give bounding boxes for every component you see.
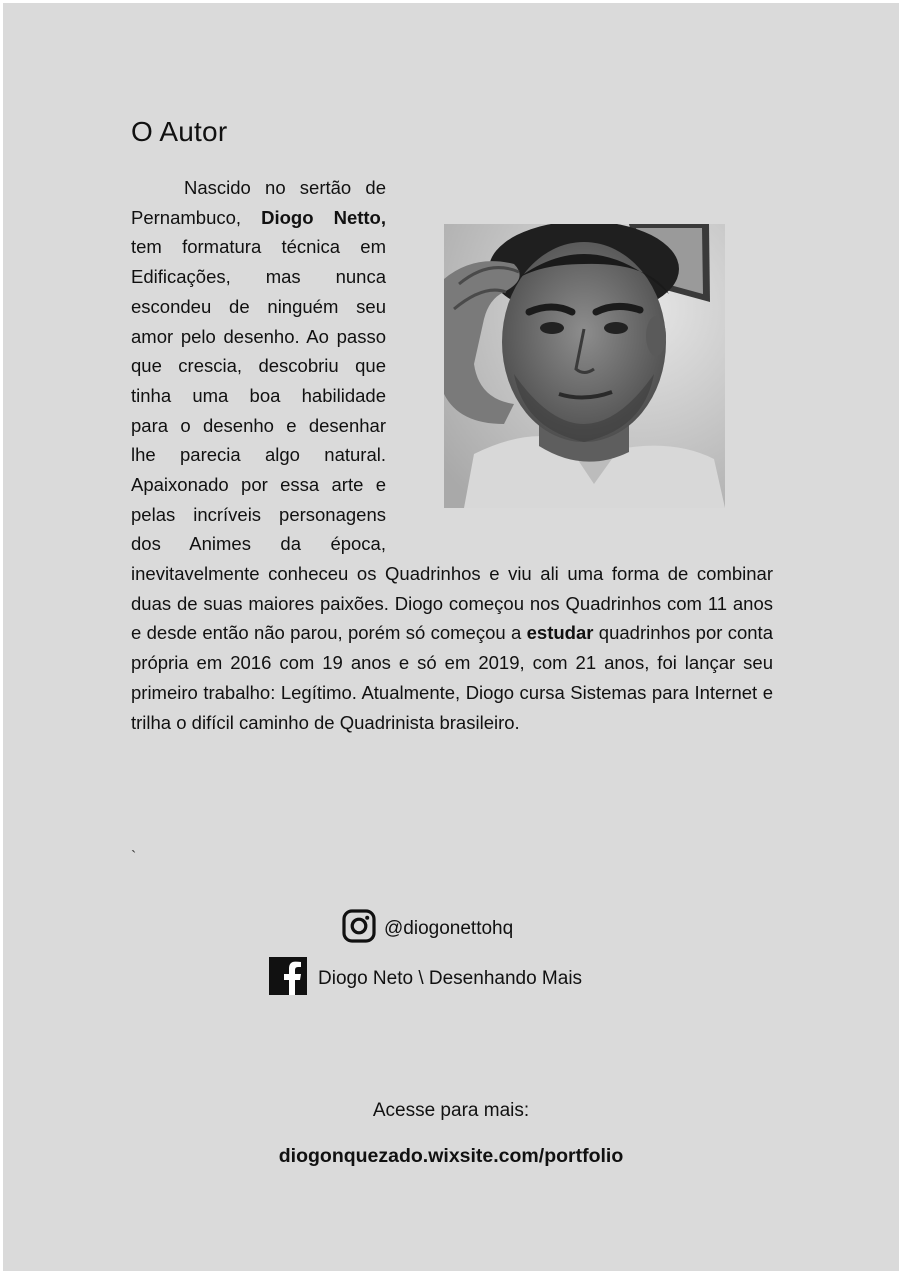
author-photo-illustration: [444, 224, 725, 508]
instagram-handle[interactable]: @diogonettohq: [384, 918, 514, 939]
instagram-icon: [342, 909, 376, 949]
bio-line: Apaixonado por essa arte e: [131, 474, 386, 496]
bio-line: pelas incríveis personagens: [131, 503, 386, 525]
bio-line: Edificações, mas nunca: [131, 266, 386, 288]
facebook-line: [269, 957, 582, 1001]
author-name: Diogo Netto,: [261, 206, 386, 228]
access-label: Acesse para mais:: [372, 1100, 530, 1121]
facebook-icon: [269, 957, 307, 1001]
stray-mark: `: [131, 849, 137, 866]
page: [3, 3, 899, 1271]
author-photo: [444, 224, 725, 508]
bio-line: tem formatura técnica em: [131, 236, 386, 258]
bio-line: para o desenho e desenhar: [131, 414, 386, 436]
bio-line: lhe parecia algo natural.: [131, 444, 386, 466]
bio-line: Pernambuco, Diogo Netto,: [131, 206, 386, 228]
bio-line: tinha uma boa habilidade: [131, 384, 386, 406]
bio-line: escondeu de ninguém seu: [131, 295, 386, 317]
instagram-line: [342, 909, 513, 949]
bio-wide-paragraph: inevitavelmente conheceu os Quadrinhos e viu ali uma forma de combinar duas de suas maiores paixões. Diogo começou nos Quadrinhos com 11 anos e desde então não parou, porém só começou a estudar quadrinhos por conta própria em 2016 com 19 anos e só em 2019, com 21 anos, foi lançar seu primeiro trabalho: Legítimo. Atualmente, Diogo cursa Sistemas para Internet e trilha o difícil caminho de Quadrinista brasileiro.: [131, 563, 773, 733]
bio-line: amor pelo desenho. Ao passo: [131, 325, 386, 347]
page-title: O Autor: [131, 116, 228, 147]
portfolio-link[interactable]: diogonquezado.wixsite.com/portfolio: [278, 1145, 624, 1167]
facebook-page-name[interactable]: Diogo Neto \ Desenhando Mais: [318, 968, 583, 989]
emphasis-estudar: estudar: [526, 622, 594, 644]
bio-line: Nascido no sertão de: [184, 177, 386, 198]
bio-line: dos Animes da época,: [131, 533, 386, 555]
bio-narrow-column: [131, 173, 386, 559]
bio-line: que crescia, descobriu que: [131, 355, 386, 377]
